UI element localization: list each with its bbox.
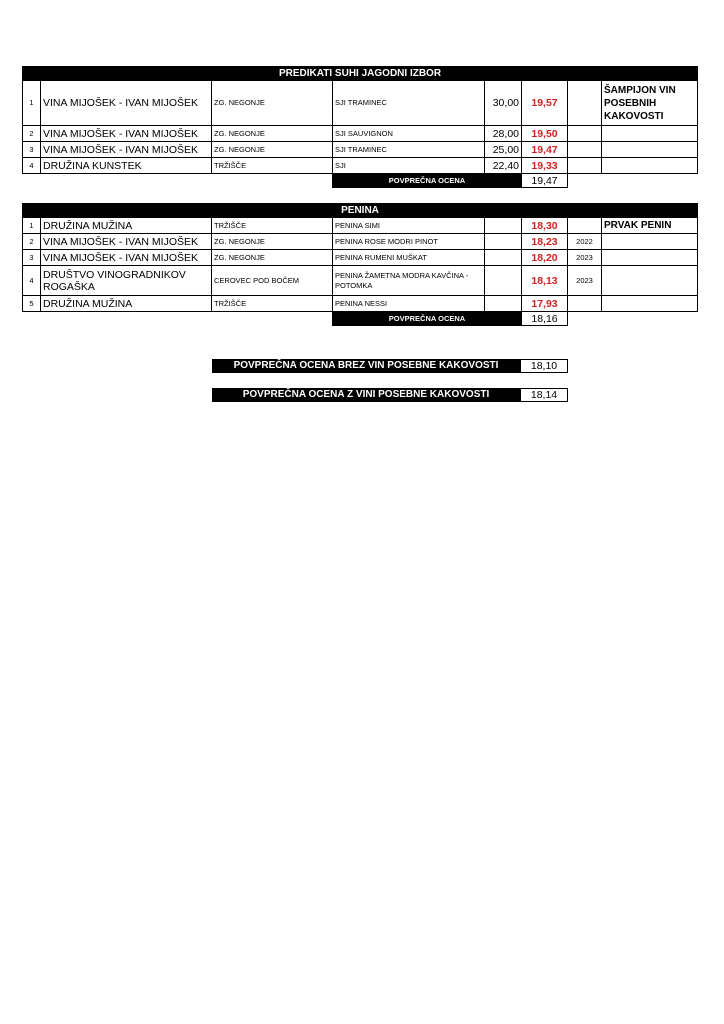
table-row (23, 218, 698, 234)
wine: PENINA ŽAMETNA MODRA KAVČINA - POTOMKA (333, 266, 485, 296)
wine: PENINA NESSI (333, 296, 485, 312)
producer-name: DRUŽINA MUŽINA (41, 218, 212, 234)
row-number: 4 (23, 158, 41, 174)
average-row (23, 174, 698, 188)
score: 19,47 (522, 142, 568, 158)
quantity: 30,00 (485, 81, 522, 126)
summary-value: 18,14 (520, 388, 568, 402)
score: 18,30 (522, 218, 568, 234)
award (602, 266, 698, 296)
row-number: 2 (23, 234, 41, 250)
place: ZG. NEGONJE (212, 142, 333, 158)
producer-name: VINA MIJOŠEK - IVAN MIJOŠEK (41, 142, 212, 158)
quantity (485, 234, 522, 250)
score: 19,50 (522, 126, 568, 142)
place: TRŽIŠČE (212, 296, 333, 312)
place: CEROVEC POD BOČEM (212, 266, 333, 296)
award (602, 126, 698, 142)
row-number: 4 (23, 266, 41, 296)
quantity (485, 266, 522, 296)
average-label: POVPREČNA OCENA (333, 174, 522, 188)
row-number: 5 (23, 296, 41, 312)
table-row (23, 266, 698, 296)
producer-name: DRUŽINA MUŽINA (41, 296, 212, 312)
score: 19,33 (522, 158, 568, 174)
table-row (23, 158, 698, 174)
score: 18,23 (522, 234, 568, 250)
quantity (485, 250, 522, 266)
quantity: 22,40 (485, 158, 522, 174)
award (602, 142, 698, 158)
place: ZG. NEGONJE (212, 126, 333, 142)
producer-name: VINA MIJOŠEK - IVAN MIJOŠEK (41, 81, 212, 126)
quantity: 28,00 (485, 126, 522, 142)
award: PRVAK PENIN (602, 218, 698, 234)
award (602, 234, 698, 250)
table-row (23, 296, 698, 312)
award (602, 158, 698, 174)
wine: SJI SAUVIGNON (333, 126, 485, 142)
wine: SJI TRAMINEC (333, 142, 485, 158)
table-predikati (22, 66, 698, 188)
table-row (23, 250, 698, 266)
wine: PENINA RUMENI MUŠKAT (333, 250, 485, 266)
table-row (23, 81, 698, 126)
producer-name: VINA MIJOŠEK - IVAN MIJOŠEK (41, 126, 212, 142)
quantity: 25,00 (485, 142, 522, 158)
score: 18,20 (522, 250, 568, 266)
year (568, 158, 602, 174)
award: ŠAMPIJON VIN POSEBNIH KAKOVOSTI (602, 81, 698, 126)
year (568, 142, 602, 158)
table-row (23, 126, 698, 142)
average-value: 19,47 (522, 174, 568, 188)
average-value: 18,16 (522, 312, 568, 326)
summary-label: POVPREČNA OCENA Z VINI POSEBNE KAKOVOSTI (212, 388, 520, 402)
producer-name: DRUŽINA KUNSTEK (41, 158, 212, 174)
section-title: PREDIKATI SUHI JAGODNI IZBOR (23, 67, 698, 81)
table-penina (22, 203, 698, 326)
wine: PENINA SIMI (333, 218, 485, 234)
place: ZG. NEGONJE (212, 234, 333, 250)
quantity (485, 296, 522, 312)
summary-with-special (212, 388, 568, 402)
year: 2023 (568, 266, 602, 296)
score: 17,93 (522, 296, 568, 312)
table-row (23, 234, 698, 250)
year: 2023 (568, 250, 602, 266)
award (602, 296, 698, 312)
average-label: POVPREČNA OCENA (333, 312, 522, 326)
summary-without-special (212, 359, 568, 373)
row-number: 1 (23, 81, 41, 126)
average-row (23, 312, 698, 326)
wine: SJI (333, 158, 485, 174)
place: TRŽIŠČE (212, 218, 333, 234)
wine: SJI TRAMINEC (333, 81, 485, 126)
producer-name: VINA MIJOŠEK - IVAN MIJOŠEK (41, 234, 212, 250)
row-number: 2 (23, 126, 41, 142)
producer-name: VINA MIJOŠEK - IVAN MIJOŠEK (41, 250, 212, 266)
row-number: 3 (23, 142, 41, 158)
year (568, 218, 602, 234)
year (568, 126, 602, 142)
year (568, 296, 602, 312)
row-number: 3 (23, 250, 41, 266)
award (602, 250, 698, 266)
row-number: 1 (23, 218, 41, 234)
place: ZG. NEGONJE (212, 250, 333, 266)
score: 19,57 (522, 81, 568, 126)
place: TRŽIŠČE (212, 158, 333, 174)
section-title: PENINA (23, 204, 698, 218)
year (568, 81, 602, 126)
score: 18,13 (522, 266, 568, 296)
summary-label: POVPREČNA OCENA BREZ VIN POSEBNE KAKOVOSTI (212, 359, 520, 373)
year: 2022 (568, 234, 602, 250)
quantity (485, 218, 522, 234)
producer-name: DRUŠTVO VINOGRADNIKOV ROGAŠKA (41, 266, 212, 296)
wine: PENINA ROSE MODRI PINOT (333, 234, 485, 250)
summary-value: 18,10 (520, 359, 568, 373)
table-row (23, 142, 698, 158)
place: ZG. NEGONJE (212, 81, 333, 126)
